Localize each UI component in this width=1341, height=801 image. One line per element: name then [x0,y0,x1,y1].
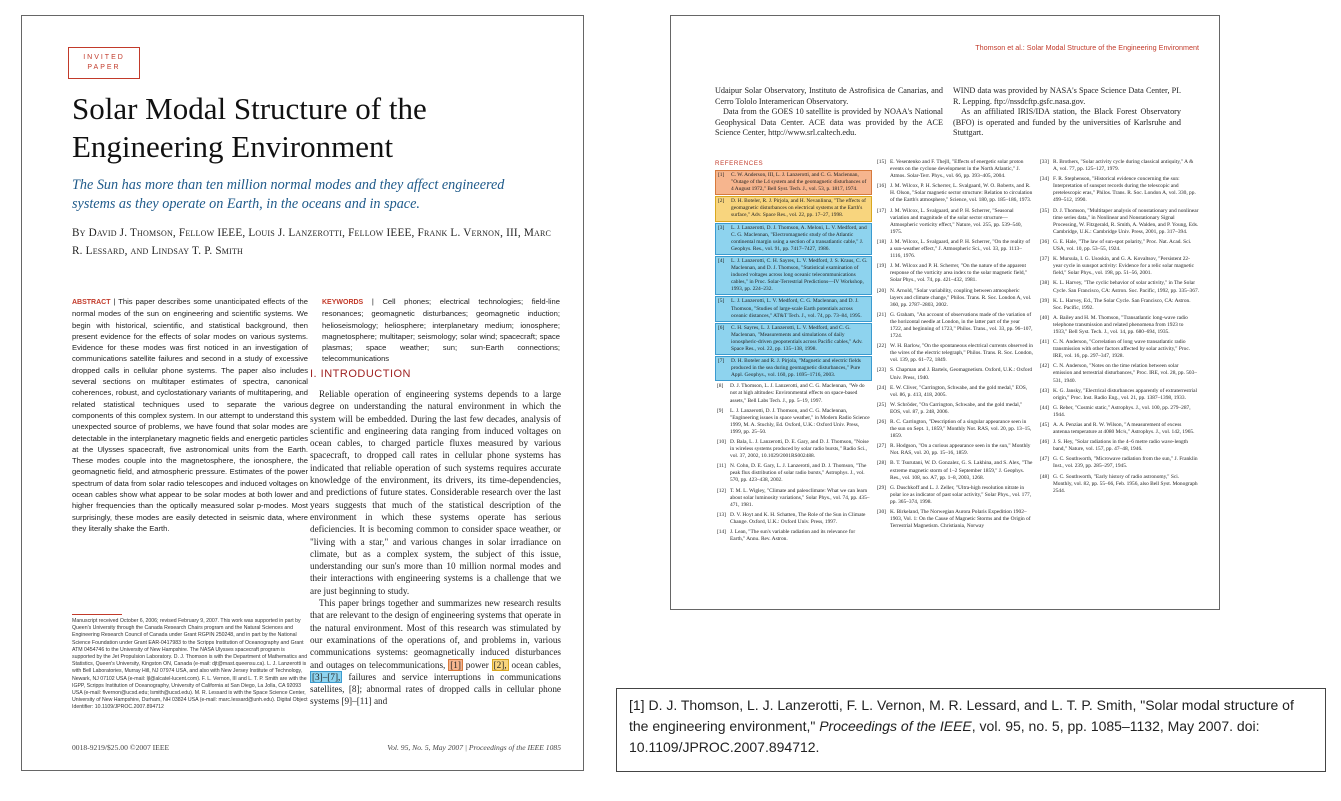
reference-text: R. Brothers, "Solar activity cycle during classical antiquity," A & A, vol. 77, pp. 125–127, 1979. [1053,159,1194,173]
reference-item [1038,279,1201,295]
reference-number: [3] [718,224,725,231]
reference-text: J. S. Hey, "Solar radiations in the 4–6 metre radio wave-length band," Nature, vol. 157, pp. 47–48, 1946. [1053,439,1188,453]
citation-highlight-1: [1] [450,659,461,670]
reference-item [875,287,1035,310]
reference-number: [1] [718,172,725,178]
footnote-rule [72,614,122,615]
reference-item [1038,238,1201,254]
badge-line-1: INVITED [83,54,125,61]
reference-number: [13] [717,511,726,518]
reference-text: F. R. Stephenson, "Historical evidence concerning the sun: Interpretation of sunspot records during the telescopic and pretelescopic eras," Philos. Trans. R. Soc. London A, vol. 330, pp. 499–512, 1990. [1053,176,1196,204]
ack-left-p2: Data from the GOES 10 satellite is provided by NOAA's National Geophysical Data Center. ACE data was provided by the ACE Science Center, http://www.srl.caltech.edu. [715,107,943,138]
reference-text: D. Bala, L. J. Lanzerotti, D. E. Gary, and D. J. Thomson, "Noise in wireless systems produced by solar radio bursts," Radio Sci., vol. 37, 2002, 10.1029/2001RS002488. [730,439,869,460]
reference-text: J. M. Wilcox, L. Svalgaard, and P. H. Scherrer, "On the reality of a sun-weather effect," J. Atmospheric Sci., vol. 33, pp. 1113–1116, 1976. [890,238,1030,260]
reference-text: G. Graham, "An account of observations made of the variation of the horizontal needle at London, in the latter part of the year 1722, and beginning of 1723," Philos. Trans., vol. 33, pp. 96–107, 1724. [890,311,1033,340]
reference-item [875,182,1035,205]
acknowledgment-left [715,86,943,139]
reference-text: J. M. Wilcox, P. H. Scherrer, L. Svalgaard, W. O. Roberts, and R. H. Olson, "Solar magnetic sector structure: Relation to circulation of the Earth's atmosphere," Science, vol. 180, pp. 185–186, 1973. [890,183,1033,204]
intro-paragraph-1: Reliable operation of engineering systems depends to a large degree on understanding the natural environment in which the system will be embedded. During the last few decades, analysis of scientific and engineering data ranging from induced voltages on ocean cables, to charged particle fluxes measured by various spacecraft, to dropped call rates in cellular phone systems has indicated that reliable operation of such systems requires accurate knowledge of the environment, its drivers, its time-dependencies, and predictions of future states. Considerable research over the last years suggests that much of the statistical description of the environment in which these systems operate has serious deficiencies. It is becoming common to consider space weather, or "living with a star," and various changes in solar irradiance on climate, but as a complex system, the subject of this issue, understanding our sun's more than 10 million normal modes and their interactions with engineering systems is a challenge that we are just beginning to study. [310,389,561,596]
references-column-1 [715,170,872,606]
reference-item [1038,314,1201,337]
reference-number: [11] [717,463,726,470]
reference-number: [9] [717,407,724,414]
reference-number: [47] [1040,456,1049,463]
reference-number: [20] [877,287,886,294]
reference-text: K. G. Jansky, "Electrical disturbances apparently of extraterrestrial origin," Proc. Inst. Radio Eng., vol. 21, pp. 1387–1398, 1933. [1053,387,1198,401]
reference-number: [17] [877,207,886,214]
reference-text: S. Chapman and J. Bartels, Geomagnetism. Oxford, U.K.: Oxford Univ. Press, 1940. [890,367,1033,381]
citation-text-details: , vol. 95, no. 5, pp. 1085–1132, May 2007. doi: 10.1109/JPROC.2007.894712. [629,718,1260,755]
reference-number: [15] [877,159,886,165]
citation-highlight-3-7: [3]–[7], [312,671,341,682]
reference-number: [40] [1040,314,1049,321]
reference-text: L. J. Lanzerotti, D. J. Thomson, and C. G. Maclennan, "Engineering issues in space weather," in Modern Radio Science 1999, M. A. Stuchly, Ed. Oxford, U.K.: Oxford Univ. Press, 1999, pp. 25–50. [730,407,870,435]
reference-number: [4] [718,257,725,264]
reference-number: [43] [1040,387,1049,394]
intro-body [310,388,561,710]
reference-item [875,459,1035,482]
reference-text: J. M. Wilcox and P. H. Scherrer, "On the nature of the apparent response of the vorticity area index to the solar magnetic field," Solar Phys., vol. 74, pp. 421–432, 1981. [890,263,1028,284]
reference-number: [10] [717,439,726,445]
reference-item [715,528,872,544]
reference-text: C. H. Sayres, L. J. Lanzerotti, L. V. Medford, and C. G. Maclennan, "Measurements and simulations of daily ionospheric-driven geopotentials across Pacific cables," Adv. Space Res., vol. 22, pp. 135–138, 1998. [731,324,863,352]
citation-box [616,688,1326,772]
reference-item-highlighted [715,356,872,381]
reference-number: [22] [877,343,886,350]
reference-number: [33] [1040,159,1049,165]
reference-text: A. Bailey and H. M. Thomson, "Transatlantic long-wave radio telephone transmission and related phenomena from 1923 to 1933," Bell Syst. Tech. J., vol. 14, pp. 680–694, 1935. [1053,314,1188,335]
reference-text: C. N. Anderson, "Correlation of long wave transatlantic radio transmission with other factors affected by solar activity," Proc. IRE, vol. 16, pp. 297–347, 1928. [1053,339,1191,360]
reference-item [1038,158,1201,174]
intro-p2-text-a: This paper brings together and summarizes new research results that are relevant to the design of engineering systems that operate in the natural environment. Most of this research was stimulated by our examinations of the operations of, and problems in, various communications systems: geomagnetically induced disturbances and outages on telecommunications, [310,598,561,670]
paper-first-page [21,15,584,771]
abstract-text: This paper describes some unanticipated effects of the normal modes of the sun on engineering and scientific systems. We begin with historical, scientific, and statistical background, then present evidence for the effects of solar modes on various systems. Evidence for these modes was first noticed in an investigation of communications satellite failures and second in a study of excessive dropped calls in cellular phone systems. The paper also includes several sections on multitaper estimates of spectra, canonical coherences, robust, and cyclostationary variants of multitapering, and related statistical techniques used to separate the various components of this complex system. In our attempt to understand this unexpected source of problems, we have found that solar modes are detectable in the interplanetary magnetic fields and energetic particles at the Ulysses spacecraft, five astronomical units from the Earth. These modes couple into the magnetosphere, the ionosphere, the geomagnetic field, and atmospheric pressure. Estimates of the power spectrum of data from solar radio telescopes and induced voltages on ocean cables show what appear to be solar modes at both lower and higher frequencies than the optically measured solar p-modes. Most surprisingly, these modes are easily detected in seismic data, where they literally shake the Earth. [72,297,308,533]
reference-number: [24] [877,384,886,391]
reference-item [1038,175,1201,205]
reference-text: L. J. Lanzerotti, C. H. Sayres, L. V. Medford, J. S. Kraus, C. G. Maclennan, and D. J. Thomson, "Statistical examination of induced voltages across long oceanic telecommunications cables," in Proc. Solar-Terrestrial Predictions—IV Workshop, 1993, pp. 224–232. [731,257,868,293]
reference-text: R. C. Carrington, "Description of a singular appearance seen in the sun on Sept. 1, 1859," Monthly Not. RAS, vol. 20, pp. 13–15, 1859. [890,419,1032,440]
reference-text: G. C. Southworth, "Early history of radio astronomy," Sci. Monthly, vol. 82, pp. 55–66, Feb. 1956, also Bell Syst. Monograph 2544. [1053,473,1198,494]
references-column-2 [875,158,1035,606]
reference-number: [28] [877,460,886,467]
reference-text: J. M. Wilcox, L. Svalgaard, and P. H. Scherrer, "Seasonal variation and magnitude of the solar sector structure—Atmospheric vorticity effect," Nature, vol. 255, pp. 539–540, 1975. [890,207,1022,235]
reference-item-highlighted [715,296,872,321]
reference-number: [19] [877,263,886,270]
reference-text: W. Schröder, "On Carrington, Schwabe, and the gold medal," EOS, vol. 87, p. 248, 2006. [890,401,1023,415]
reference-number: [42] [1040,363,1049,370]
reference-item-highlighted [715,223,872,255]
reference-text: A. A. Penzias and R. W. Wilson, "A measurement of excess antenna temperature at 4080 Mc/s," Astrophys. J., vol. 142, 1965. [1053,422,1195,436]
reference-item [715,511,872,527]
reference-text: N. Arnold, "Solar variability, coupling between atmospheric layers and climate change," Philos. Trans. R. Soc. London A, vol. 360, pp. 2787–2803, 2002. [890,287,1032,308]
reference-item [875,342,1035,365]
reference-item-highlighted [715,196,872,221]
reference-number: [18] [877,238,886,245]
reference-number: [14] [717,529,726,536]
reference-text: D. H. Boteler and R. J. Pirjola, "Magnetic and electric fields produced in the sea during geomagnetic disturbances," Pure Appl. Geophys., vol. 160, pp. 1695–1716, 2003. [731,358,861,379]
reference-text: G. Reber, "Cosmic static," Astrophys. J., vol. 100, pp. 279–287, 1944. [1053,404,1191,418]
reference-item [1038,455,1201,471]
reference-number: [6] [718,324,725,331]
reference-number: [44] [1040,404,1049,411]
reference-item [1038,362,1201,385]
reference-item [1038,438,1201,454]
reference-number: [12] [717,487,726,494]
reference-text: C. W. Anderson, III, L. J. Lanzerotti, and C. G. Maclennan, "Outage of the L4 system and the geomagnetic disturbances of 4 August 1972," Bell Syst. Tech. J., vol. 53, p. 1817, 1974. [731,172,867,193]
badge-line-2: PAPER [87,64,121,71]
intro-heading: I. INTRODUCTION [310,368,411,380]
reference-item [715,462,872,485]
ack-left-p1: Udaipur Solar Observatory, Instituto de Astrofisica de Canarias, and Cerro Tololo Interamerican Observatory. [715,86,943,106]
reference-number: [48] [1040,473,1049,480]
reference-number: [5] [718,298,725,305]
reference-item [715,487,872,510]
reference-text: C. N. Anderson, "Notes on the time relation between solar emission and terrestrial disturbances," Proc. IRE, vol. 28, pp. 503–531, 1940. [1053,363,1197,384]
reference-text: L. J. Lanzerotti, D. J. Thomson, A. Meloni, L. V. Medford, and C. G. Maclennan, "Electromagnetic study of the Atlantic continental margin using a section of a transatlantic cable," J. Geophys. Res., vol. 91, pp. 7417–7427, 1986. [731,224,867,252]
reference-number: [35] [1040,207,1049,214]
ack-right-p1: WIND data was provided by NASA's Space Science Data Center, PI. R. Lepping. ftp://nssdcftp.gsfc.nasa.gov. [953,86,1181,106]
reference-number: [37] [1040,256,1049,263]
keywords: KEYWORDS | Cell phones; electrical technologies; field-line resonances; geomagnetic disturbances; geomagnetic induction; helioseismology; heliosphere; interplanetary medium; ionosphere; magnetosphere; multitaper; seismology; solar wind; spacecraft; space plasmas; space weather; sun; sun-Earth connections; telecommunications [322,297,560,364]
reference-item [875,366,1035,382]
reference-text: D. J. Thomson, "Multitaper analysis of nonstationary and nonlinear time series data," in Nonlinear and Nonstationary Signal Processing, W. Fitzgerald, R. Smith, A. Walden, and P. Young, Eds. Cambridge, U.K.: Cambridge Univ. Press, 2001, pp. 317–394. [1053,207,1199,235]
reference-number: [27] [877,443,886,450]
footnote: Manuscript received October 6, 2006; revised February 9, 2007. This work was supported in part by Queen's University through the Canada Research Chairs program and the Natural Sciences and Engineering Research Council of Canada under Grant RGPIN 250248, and in part by the National Science Foundation under Grant EAR-0417983 to the Scripps Institution of Oceanography and Grant ATM 0454746 to the University of New Hampshire. The NASA Ulysses spacecraft program is supported by the Jet Propulsion Laboratory. D. J. Thomson is with the Department of Mathematics and Statistics, Queen's University, Kingston ON, Canada (e-mail: djt@mast.queensu.ca). L. J. Lanzerotti is with Bell Laboratories, Murray Hill, NJ 07974 USA, and also with New Jersey Institute of Technology, Newark, NJ 07102 USA (e-mail: ljl@alcatel-lucent.com). F. L. Vernon, III and L. T. P. Smith are with the IGPP, Scripps Institution of Oceanography, University of California at San Diego, La Jolla, CA 92093 USA (e-mail: flvernon@ucsd.edu; lsmith@ucsd.edu). M. R. Lessard is with the Space Science Center, University of New Hampshire, Durham, NH 03824 USA (e-mail: marc.lessard@unh.edu). Digital Object Identifier: 10.1109/JPROC.2007.894712 [72,618,308,711]
reference-item [1038,338,1201,361]
reference-item-highlighted [715,170,872,195]
reference-text: K. L. Harvey, "The cyclic behavior of solar activity," in The Solar Cycle. San Francisco, CA: Astron. Soc. Pacific, 1992, pp. 335–367. [1053,280,1199,294]
reference-text: D. H. Boteler, R. J. Pirjola, and H. Nevanlinna, "The effects of geomagnetic disturbances on electrical systems at the Earth's surface," Adv. Space Res., vol. 22, pp. 17–27, 1998. [731,198,866,219]
reference-text: E. W. Cliver, "Carrington, Schwabe, and the gold medal," EOS, vol. 86, p. 413, 418, 2005. [890,384,1028,398]
reference-item [1038,207,1201,237]
acknowledgment-right [953,86,1181,139]
abstract-label: ABSTRACT [72,299,111,306]
reference-text: K. L. Harvey, Ed., The Solar Cycle. San Francisco, CA: Astron. Soc. Pacific, 1992. [1053,297,1191,311]
reference-number: [34] [1040,176,1049,183]
reference-item [875,311,1035,341]
reference-item [1038,255,1201,278]
paper-title: Solar Modal Structure of the Engineering Environment [72,91,427,164]
reference-number: [46] [1040,439,1049,446]
reference-item [875,418,1035,441]
reference-text: E. Vesentenko and F. Thejll, "Effects of energetic solar proton events on the cyclone development in the North Atlantic," J. Atmos. Solar-Terr. Phys., vol. 66, pp. 393–405, 2004. [890,159,1024,180]
reference-number: [29] [877,484,886,491]
invited-paper-badge [68,47,140,79]
reference-item [715,407,872,437]
reference-item [1038,387,1201,403]
paper-authors: By David J. Thomson, Fellow IEEE, Louis J. Lanzerotti, Fellow IEEE, Frank L. Vernon, III, Marc R. Lessard, and Lindsay T. P. Smith [72,227,552,257]
intro-p2-text-b: power [465,659,489,670]
reference-text: J. Lean, "The sun's variable radiation and its relevance for Earth," Annu. Rev. Astron. [730,529,856,543]
reference-number: [2] [718,198,725,205]
reference-text: K. Mursula, I. G. Usoskin, and G. A. Kovaltsov, "Persistent 22-year cycle in sunspot activity: Evidence for a relic solar magnetic field," Solar Phys., vol. 198, pp. 51–56, 2001. [1053,256,1194,277]
reference-text: K. Birkeland, The Norwegian Aurora Polaris Expedition 1902–1903, Vol. 1: On the Cause of Magnetic Storms and the Origin of Terrestrial Magnetism. Christiania, Norway [890,509,1031,530]
reference-number: [25] [877,401,886,408]
reference-number: [8] [717,383,724,390]
abstract: ABSTRACT | This paper describes some unanticipated effects of the normal modes of the sun on engineering and scientific systems. We begin with historical, scientific, and statistical background, then present evidence for the effects of solar modes on various systems. Evidence for these modes was first noticed in an investigation of communications satellite failures and second in a study of excessive dropped calls in cellular phone systems. The paper also includes several sections on multitaper estimates of spectra, canonical coherences, robust, and cyclostationary variants of multitapering, and related statistical techniques used to separate the various components of this complex system. In our attempt to understand this unexpected source of problems, we have found that solar modes are detectable in the interplanetary magnetic fields and energetic particles at the Ulysses spacecraft, five astronomical units from the Earth. These modes couple into the magnetosphere, the ionosphere, the geomagnetic field, and atmospheric pressure. Estimates of the power spectrum of data from solar radio telescopes and induced voltages on ocean cables show what appear to be solar modes at both lower and higher frequencies than the optically measured solar p-modes. Most surprisingly, these modes are easily detected in seismic data, where they literally shake the Earth. [72,297,308,533]
reference-item [1038,404,1201,420]
paper-references-page [670,15,1220,610]
reference-number: [36] [1040,238,1049,245]
reference-number: [38] [1040,280,1049,287]
footer-copyright: 0018-9219/$25.00 ©2007 IEEE [72,743,170,752]
reference-item [715,438,872,461]
reference-item-highlighted [715,323,872,355]
reference-number: [39] [1040,297,1049,304]
reference-item [875,158,1035,181]
reference-item [875,207,1035,237]
reference-item-highlighted [715,256,872,295]
reference-text: L. J. Lanzerotti, L. V. Medford, C. G. Maclennan, and D. J. Thomson, "Studies of large-scale Earth potentials across oceanic distances," AT&T Tech. J., vol. 74, pp. 73–84, 1995. [731,298,862,319]
reference-item [1038,421,1201,437]
reference-item [875,442,1035,458]
intro-p2-text-c: ocean cables, [511,659,561,670]
reference-number: [30] [877,509,886,516]
ack-right-p2: As an affiliated IRIS/IDA station, the Black Forest Observatory (BFO) is operated and funded by the universities of Karlsruhe and Stuttgart. [953,107,1181,138]
reference-number: [45] [1040,422,1049,428]
reference-item [715,382,872,405]
references-column-3 [1038,158,1201,606]
reference-text: B. T. Tsurutani, W. D. Gonzalez, G. S. Lakhina, and S. Alex, "The extreme magnetic storm of 1–2 September 1859," J. Geophys. Res., vol. 108, no. A7, pp. 1–8, 2003, 1268. [890,460,1033,481]
citation-text-authors: [1] D. J. Thomson, L. J. Lanzerotti, F. L. Vernon, M. R. Lessard, and L. T. P. Smith, "Solar modal structure of the engineering environment," [629,697,1294,734]
reference-item [875,238,1035,261]
reference-text: G. E. Hale, "The law of sun-spot polarity," Proc. Nat. Acad. Sci. USA, vol. 10, pp. 53–55, 1924. [1053,238,1192,253]
running-header: Thomson et al.: Solar Modal Structure of the Engineering Environment [975,43,1199,52]
reference-text: G. C. Southworth, "Microwave radiation from the sun," J. Franklin Inst., vol. 239, pp. 285–297, 1945. [1053,456,1198,470]
keywords-label: KEYWORDS [322,299,364,306]
footer-journal: Vol. 95, No. 5, May 2007 | Proceedings of the IEEE 1085 [387,743,561,752]
reference-item [875,508,1035,531]
reference-text: W. H. Barlow, "On the spontaneous electrical currents observed in the wires of the electric telegraph," Philos. Trans. R. Soc. London, vol. 139, pp. 61–72, 1849. [890,343,1033,364]
reference-number: [23] [877,367,886,374]
reference-text: N. Cohn, D. E. Gary, L. J. Lanzerotti, and D. J. Thomson, "The peak flux distribution of solar radio bursts," Astrophys. J., vol. 570, pp. 423–438, 2002. [730,463,867,484]
intro-p2-text-d: failures and service interruptions in communications satellites, [8]; abnormal rates of dropped calls in cellular phone systems [9]–[11] and [310,671,561,707]
citation-highlight-2: [2], [493,659,507,670]
reference-item [875,384,1035,400]
intro-paragraph-2 [310,597,561,708]
references-heading: REFERENCES [715,160,764,167]
reference-item [875,484,1035,507]
citation-journal: Proceedings of the IEEE [819,718,972,734]
keywords-text: Cell phones; electrical technologies; field-line resonances; geomagnetic disturbances; geomagnetic induction; helioseismology; heliosphere; interplanetary medium; ionosphere; magnetosphere; multitaper; seismology; solar wind; spacecraft; space plasmas; space weather; sun; sun-Earth connections; telecommunications [322,297,560,364]
reference-number: [7] [718,358,725,365]
reference-text: D. J. Thomson, L. J. Lanzerotti, and C. G. Maclennan, "We do not at high altitudes: Environmental effects on space-based assets," Bell Labs Tech. J., pp. 5–19, 1997. [730,383,865,404]
reference-number: [26] [877,419,886,425]
reference-item [1038,473,1201,496]
reference-text: D. V. Hoyt and K. H. Schatten, The Role of the Sun in Climate Change. Oxford, U.K.: Oxford Univ. Press, 1997. [730,511,866,525]
reference-item [875,401,1035,417]
reference-number: [21] [877,311,886,318]
reference-item [875,262,1035,285]
reference-text: R. Hodgson, "On a curious appearance seen in the sun," Monthly Not. RAS, vol. 20, pp. 15–16, 1859. [890,443,1031,457]
reference-text: T. M. L. Wigley, "Climate and paleoclimate: What we can learn about solar luminosity variations," Solar Phys., vol. 74, pp. 435–471, 1981. [730,487,870,508]
reference-item [1038,297,1201,313]
reference-number: [16] [877,183,886,190]
reference-text: G. Duschkoff and L. J. Zeller, "Ultra-high resolution nitrate in polar ice as indicator of past solar activity," Solar Phys., vol. 177, pp. 365–374, 1998. [890,484,1032,505]
reference-number: [41] [1040,339,1049,346]
paper-subtitle: The Sun has more than ten million normal modes and they affect engineered systems as they operate on Earth, in the oceans and in space. [72,177,505,212]
